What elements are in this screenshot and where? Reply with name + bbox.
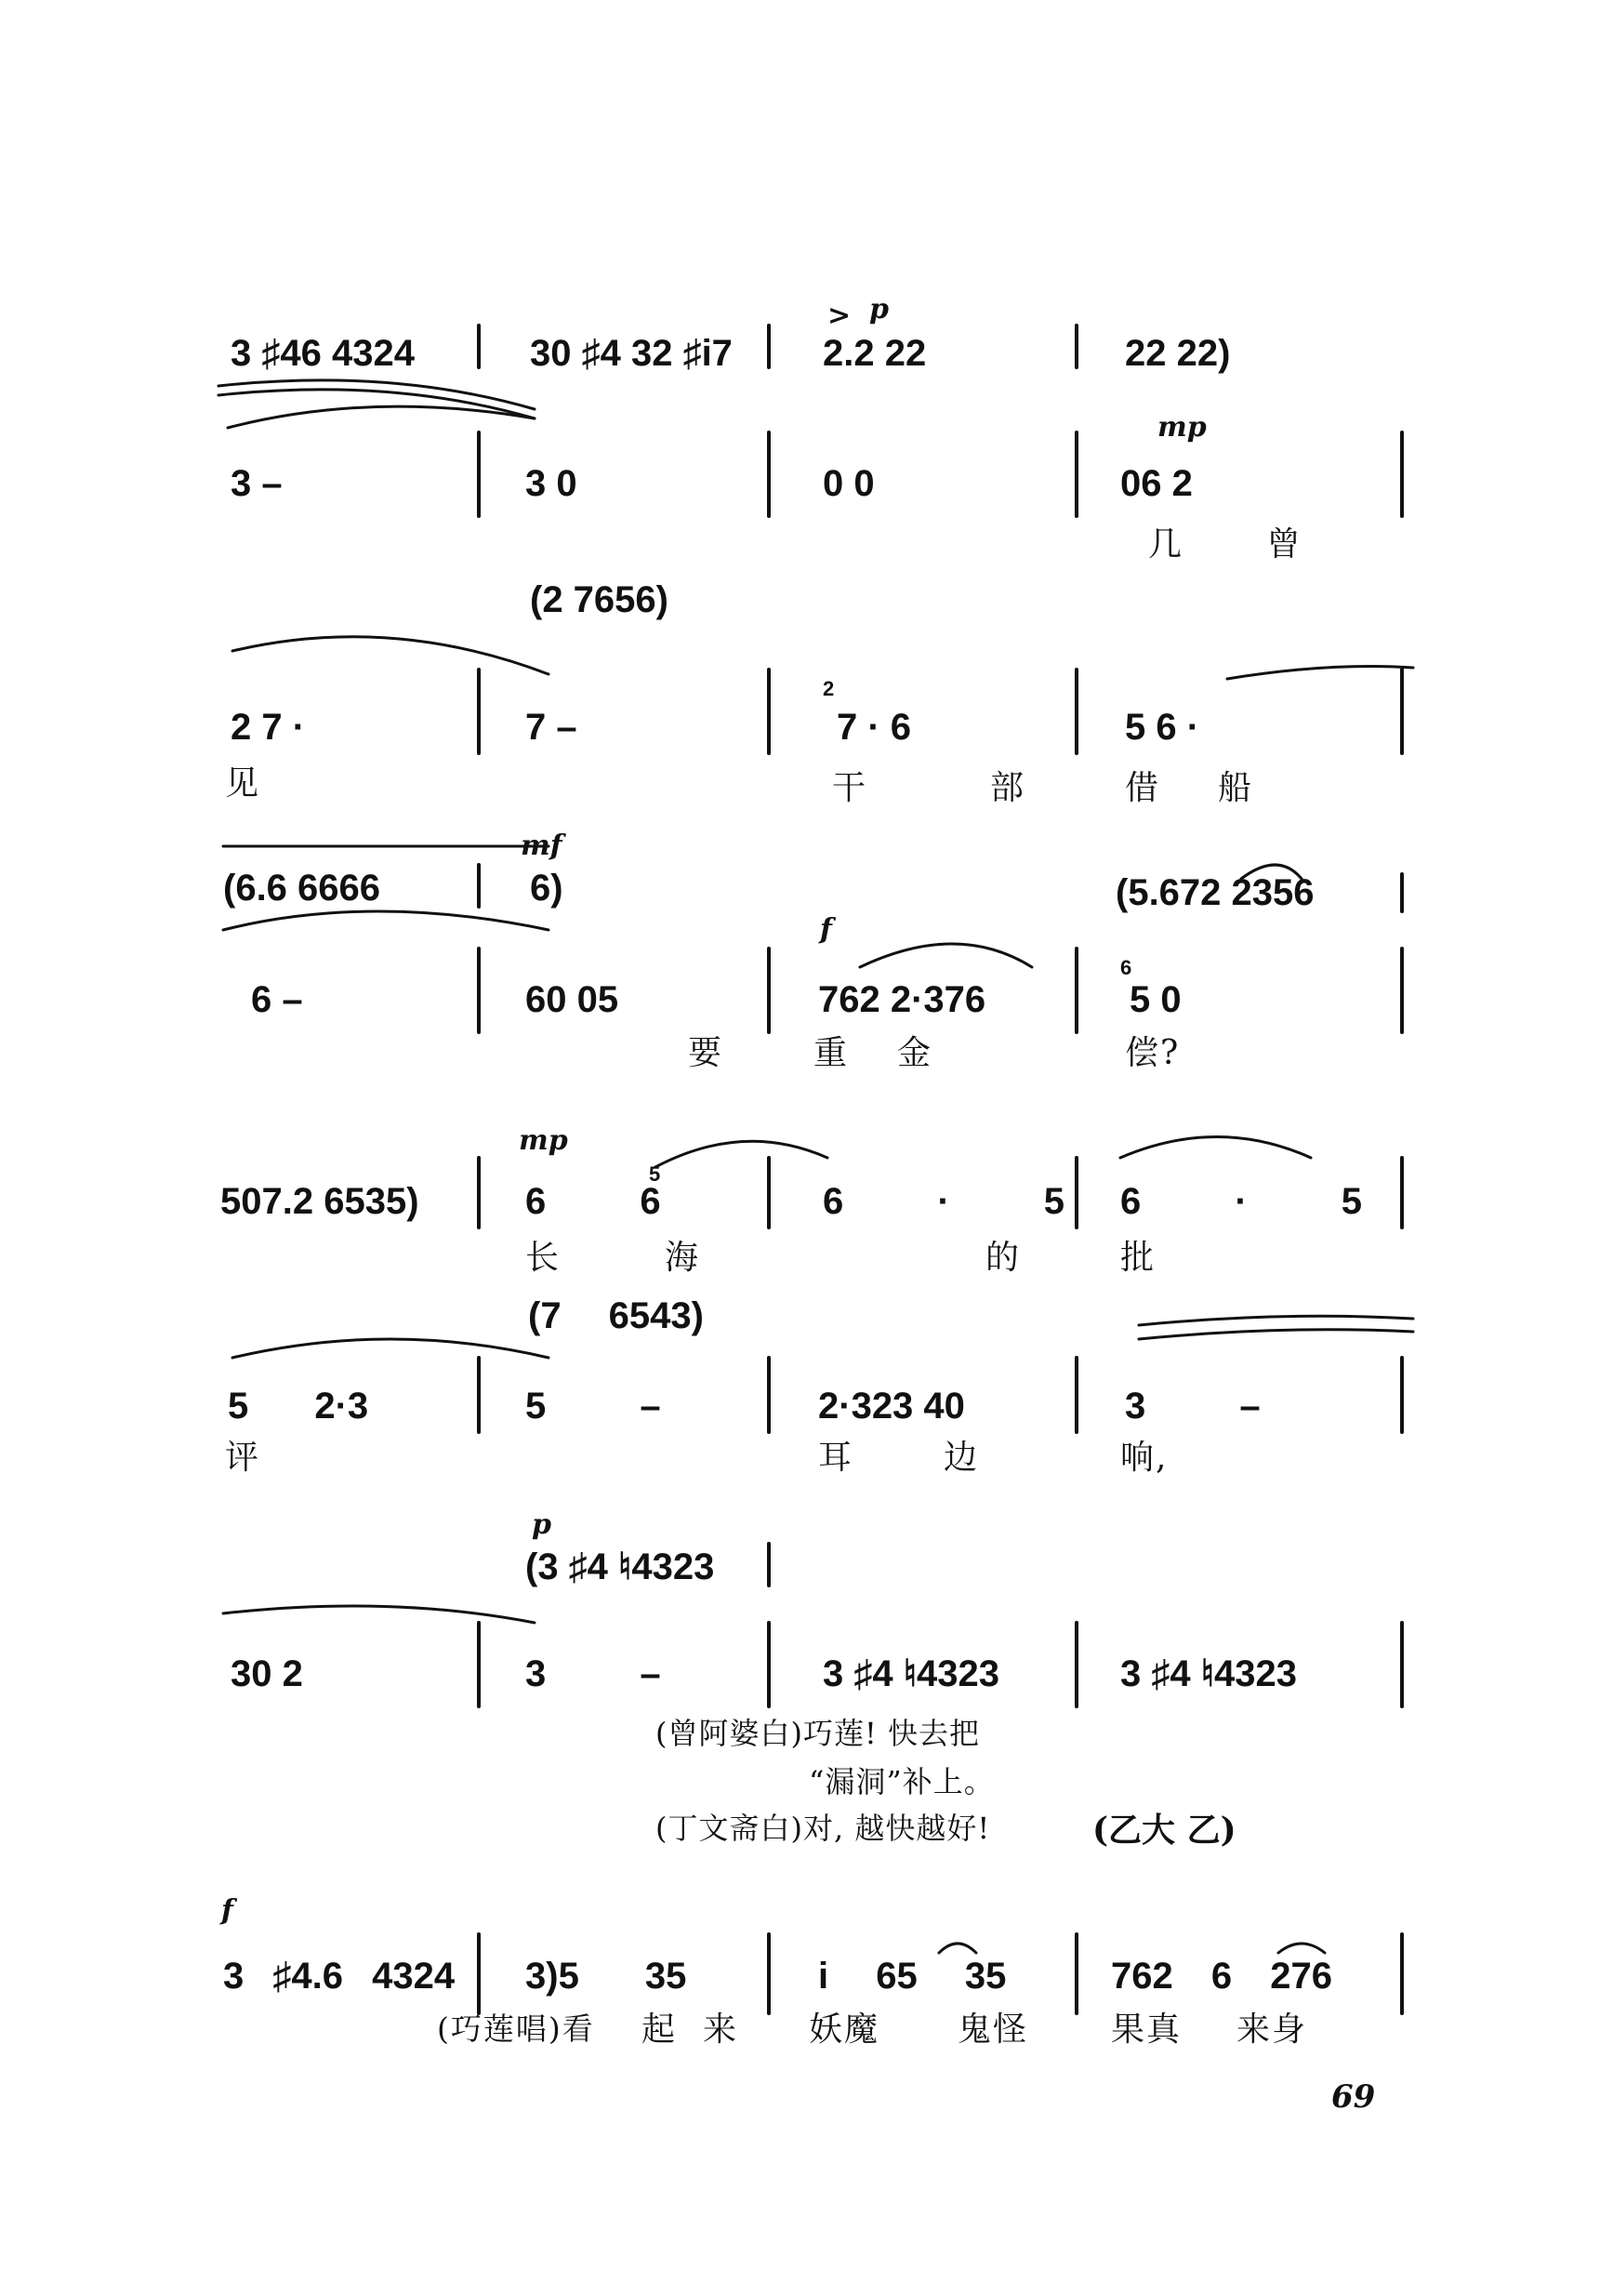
lyric-text: 借: [1125, 769, 1161, 807]
lyric-text: 妖魔: [809, 2011, 880, 2049]
lyric-text: 鬼怪: [958, 2011, 1029, 2049]
lyric-text: 偿?: [1125, 1034, 1181, 1072]
notation-measure: (3 ♯4 ♮4323: [525, 1546, 715, 1587]
lyric-text: 重: [813, 1034, 850, 1072]
dynamic-marking: f: [820, 913, 832, 946]
dynamic-marking: p: [532, 1508, 551, 1541]
notation-measure: 762 6 276: [1111, 1956, 1332, 1997]
lyric-text: 边: [944, 1439, 980, 1477]
notation-measure: 3 ♯4 ♮4323: [1120, 1653, 1297, 1694]
notation-measure: 3 –: [525, 1653, 661, 1694]
notation-measure: 6): [530, 868, 563, 909]
notation-measure: 6 · 5: [823, 1181, 1065, 1222]
notation-measure: 30 ♯4 32 ♯i7: [530, 333, 733, 374]
lyric-text: 几 曾: [1148, 525, 1338, 564]
notation-measure: 0 0: [823, 463, 875, 504]
notation-measure: 3 ♯46 4324: [231, 333, 415, 374]
notation-measure: 2.2 22: [823, 333, 927, 374]
notation-measure: 3 –: [1125, 1386, 1261, 1427]
lyric-text: 评: [225, 1439, 261, 1477]
dynamic-marking: f: [221, 1894, 233, 1927]
notation-measure: 3)5 35: [525, 1956, 687, 1997]
dialogue-text: (曾阿婆白)巧莲! 快去把: [655, 1716, 981, 1751]
lyric-text: 的: [985, 1239, 1022, 1277]
notation-measure: 507.2 6535): [220, 1181, 419, 1222]
lyric-text: 批: [1120, 1239, 1157, 1277]
notation-measure: (7 6543): [528, 1295, 704, 1336]
lyric-text: 金: [897, 1034, 933, 1072]
lyric-text: (巧莲唱)看: [437, 2011, 595, 2047]
notation-measure: 5 0: [1130, 979, 1182, 1020]
lyric-text: 长: [525, 1239, 562, 1277]
notation-measure: 22 22): [1125, 333, 1231, 374]
notation-measure: 3 –: [231, 463, 283, 504]
notation-measure: 7 · 6: [837, 707, 912, 748]
lyric-text: 起来: [641, 2011, 765, 2049]
dynamic-marking: p: [869, 293, 889, 325]
page-number: 69: [1331, 2078, 1376, 2116]
notation-measure: 762 2·376: [818, 979, 986, 1020]
lyric-text: 海: [665, 1239, 701, 1277]
lyric-text: 来身: [1236, 2011, 1308, 2049]
notation-measure: 30 2: [231, 1653, 303, 1694]
lyric-text: 耳: [818, 1439, 854, 1477]
notation-measure: 06 2: [1120, 463, 1193, 504]
notation-measure: 5 6 ·: [1125, 707, 1200, 748]
notation-measure: 2 7 ·: [231, 707, 306, 748]
notation-measure: 7 –: [525, 707, 577, 748]
dynamic-marking: mf: [521, 829, 562, 862]
lyric-text: 船: [1218, 769, 1254, 807]
notation-measure: 6 6: [525, 1181, 661, 1222]
lyric-text: 部: [990, 769, 1026, 807]
lyric-text: 要: [688, 1034, 724, 1072]
dialogue-text: “漏洞”补上。: [809, 1764, 995, 1799]
lyric-text: 干: [832, 769, 868, 807]
notation-measure: 3 0: [525, 463, 577, 504]
lyric-text: 果真: [1111, 2011, 1183, 2049]
grace-note: 6: [1120, 956, 1132, 979]
notation-measure: 6 –: [251, 979, 303, 1020]
notation-measure: i 65 35: [818, 1956, 1007, 1997]
lyric-text: 见: [225, 764, 261, 803]
dynamic-marking: mp: [1157, 411, 1207, 444]
accent-mark: >: [827, 299, 852, 332]
grace-note: 5: [649, 1162, 661, 1186]
notation-measure: 2·323 40: [818, 1386, 965, 1427]
notation-measure: 3 ♯4.6 4324: [223, 1956, 456, 1997]
lyric-text: 响,: [1120, 1439, 1169, 1477]
notation-measure: 6 · 5: [1120, 1181, 1363, 1222]
dialogue-text: (丁文斋白)对, 越快越好!: [655, 1811, 991, 1846]
notation-measure: 5 2·3: [228, 1386, 369, 1427]
notation-measure: (6.6 6666: [223, 868, 381, 909]
notation-measure: (2 7656): [530, 579, 668, 620]
percussion-cue: (乙大 乙): [1092, 1811, 1236, 1850]
notation-measure: (5.672 2356: [1116, 872, 1315, 913]
notation-measure: 3 ♯4 ♮4323: [823, 1653, 999, 1694]
dynamic-marking: mp: [519, 1124, 568, 1157]
grace-note: 2: [823, 677, 835, 700]
notation-measure: 5 –: [525, 1386, 661, 1427]
notation-measure: 60 05: [525, 979, 619, 1020]
